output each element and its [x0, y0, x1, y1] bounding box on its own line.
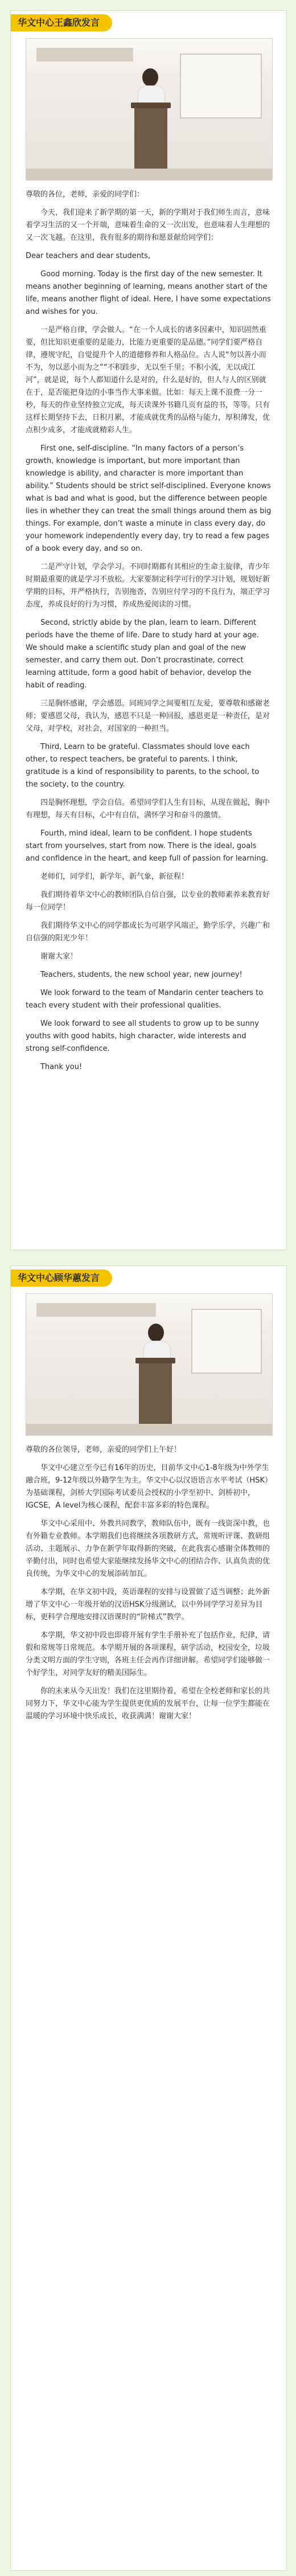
teaching-team-paragraph: 华文中心采用中、外教共同教学，教师队伍中，既有一线资深中教，也有外籍专业教师。本学期我们也将继续各项教研方式，常规听评课、教研组活动、主题展示、力争在新学年取得新的突破，在此我衷心感谢全体教师的辛勤付出，同时也希望大家能继续发扬华文中心的团结合作、认真负责的优良传统，为华文中心的发展添砖加瓦。 [26, 1520, 270, 1578]
point-four-cn: 四是胸怀理想，学会自信。希望同学们人生有目标，从现在做起，胸中有理想，每天有目标，心中有自信，满怀学习和奋斗的激情。 [26, 798, 270, 820]
speech-photo-1 [26, 38, 273, 181]
salutation-paragraph: 尊敬的各位，老师，亲爱的同学们： [26, 190, 145, 199]
handbook-paragraph: 本学期，华文初中段也即将开展有学生手册补充了包括作业，纪律，请假和常规等日常规范。本学期开展的各项课程，研学活动，校园安全，垃圾分类文明方面的学生守则，各班主任会再作详细讲解。希望同学们能够做一个好学生，对同学友好的精美国际生。 [26, 1631, 270, 1677]
point-one-en: First one, self-discipline. “In many factors of a person’s growth, knowledge is important, but more important than knowledge is ability, and character is more important than ability.” Students should be strict self-disciplined. Everyone knows what is bad and what is good, but the difference between people lies in whether they can treat the small things around them as big things. For example, don’t waste a minute in class every day, do your homework independently every day, try to read a few pages of a book every day, and so on. [26, 444, 272, 553]
speech-card-1 [10, 10, 287, 1250]
intro-paragraph-cn: 今天，我们迎来了新学期的第一天，新的学期对于我们师生而言，意味着学习生活的又一个开端，意味着生命的又一次出发，也意味着人生理想的又一次飞越。在这里，我有很多的期待和愿景献给同学们： [26, 208, 270, 242]
point-four-en: Fourth, mind ideal, learn to be confident. I hope students start from yourselves, start from now. There is the ideal, goals and confidence in the heart, and keep full of passion for learning. [26, 829, 268, 863]
speech-body-1 [26, 189, 272, 1079]
closing-line-en-3: We look forward to see all students to grow up to be sunny youths with good habits, high character, wide interests and strong self-confidence. [26, 1019, 259, 1053]
intro-paragraph-en: Good morning. Today is the first day of the new semester. It means another beginning of learning, means another start of the life, means another flight of ideal. Here, I have some expectations and wishes for you. [26, 270, 271, 316]
closing-line-2: 我们期待着华文中心的教师团队自信自强，以专业的教师素养来教育好每一位同学！ [26, 891, 270, 912]
point-two-cn: 二是严守计划，学会学习。不同时期都有其相应的生命主旋律，青少年时期最重要的就是学习不放松。大家要制定科学可行的学习计划，规划好新学期的目标，并严格执行，告别拖沓，告别应付学习的不良行为，端正学习态度，养成良好的行为习惯，养成热爱阅读的习惯。 [26, 563, 270, 609]
point-two-en: Second, strictly abide by the plan, learn to learn. Different periods have the theme of life. Dare to study hard at your age. We should make a scientific study plan and goal of the new semester, and carry them out. Don’t procrastinate, correct learning attitude, form a good habit of behavior, develop the habit of reading. [26, 619, 259, 690]
point-one-cn: 一是严格自律，学会做人。“在一个人成长的诸多因素中，知识固然重要，但比知识更重要的是能力，比能力更重要的是品德。”同学们要严格自律，遵规守纪，自觉提升个人的道德修养和人格品位。古人说“勿以善小而不为，勿以恶小而为之”“不积跬步，无以至千里；不积小流，无以成江河”，就是说，每个人都知道什么是对的，什么是好的，但人与人的区别就在于，是否能把身边的小事当作大事来做。比如：每天上课不浪费一分一秒，每天的作业坚持独立完成，每天读课外书籍几页有益的书，等等。只有这样长期坚持下去，日积月累，才能成就优秀的品格与能力，厚积薄发，优点积少成多，才能成就精彩人生。 [26, 326, 270, 435]
closing-line-en-1: Teachers, students, the new school year, new journey! [40, 970, 242, 979]
closing-paragraph-2: 你的未来从今天出发！我们在这里期待着，希望在全校老师和家长的共同努力下，华文中心能为学生提供更优质的发展平台，让每一位学生都能在温暖的学习环境中快乐成长，收获满满！谢谢大家！ [26, 1687, 270, 1721]
closing-line-3: 我们期待华文中心的同学都成长为可堪学风端正，勤学乐学，兴趣广和自信强的阳光少年！ [26, 922, 270, 943]
closing-line-1: 老师们，同学们，新学年，新气象，新征程！ [40, 873, 189, 881]
speech-card-2 [10, 1266, 287, 2571]
thanks-en: Thank you! [40, 1063, 83, 1071]
center-intro-paragraph: 华文中心建立至今已有16年的历史，目前华文中心1-8年级为中外学生融合班，9-12年级以外籍学生为主。华文中心以汉语语言水平考试（HSK）为基础课程，剑桥大学国际考试委员会授权的小学至初中、剑桥初中，IGCSE，A level为核心课程，配套丰富多彩的特色课程。 [26, 1464, 269, 1510]
salutation-paragraph-en: Dear teachers and dear students, [26, 252, 151, 260]
speech-body-2 [26, 1444, 272, 1729]
salutation-paragraph-2: 尊敬的各位领导，老师，亲爱的同学们上午好！ [26, 1445, 182, 1454]
point-three-cn: 三是胸怀感谢，学会感恩。同班同学之间要相互友爱，要尊敬和感谢老师；要感恩父母，我认为，感恩不只是一种回报，感恩更是一种责任，是对父母，对学校，对社会，对国家的一种担当。 [26, 699, 270, 733]
speaker-tag-2: 华文中心顾华蕙发言 [11, 1269, 112, 1287]
speech-photo-2 [26, 1293, 273, 1436]
point-three-en: Third, Learn to be grateful. Classmates should love each other, to respect teachers, be grateful to parents. I think, gratitude is a kind of responsibility to parents, to the school, to the society, to the country. [26, 743, 260, 789]
closing-line-en-2: We look forward to the team of Mandarin center teachers to teach every student with their professional qualities. [26, 989, 264, 1010]
speaker-tag-1: 华文中心王鑫欣发言 [11, 14, 112, 31]
thanks-cn: 谢谢大家！ [40, 952, 78, 961]
curriculum-paragraph: 本学期，在华文初中段，英语课程的安排与设置做了适当调整；此外新增了华文中心一年级开始的汉语HSK分级测试，以中外同学学习差异为目标，更科学合理地安排汉语课时的“阶梯式”教学。 [26, 1588, 270, 1621]
